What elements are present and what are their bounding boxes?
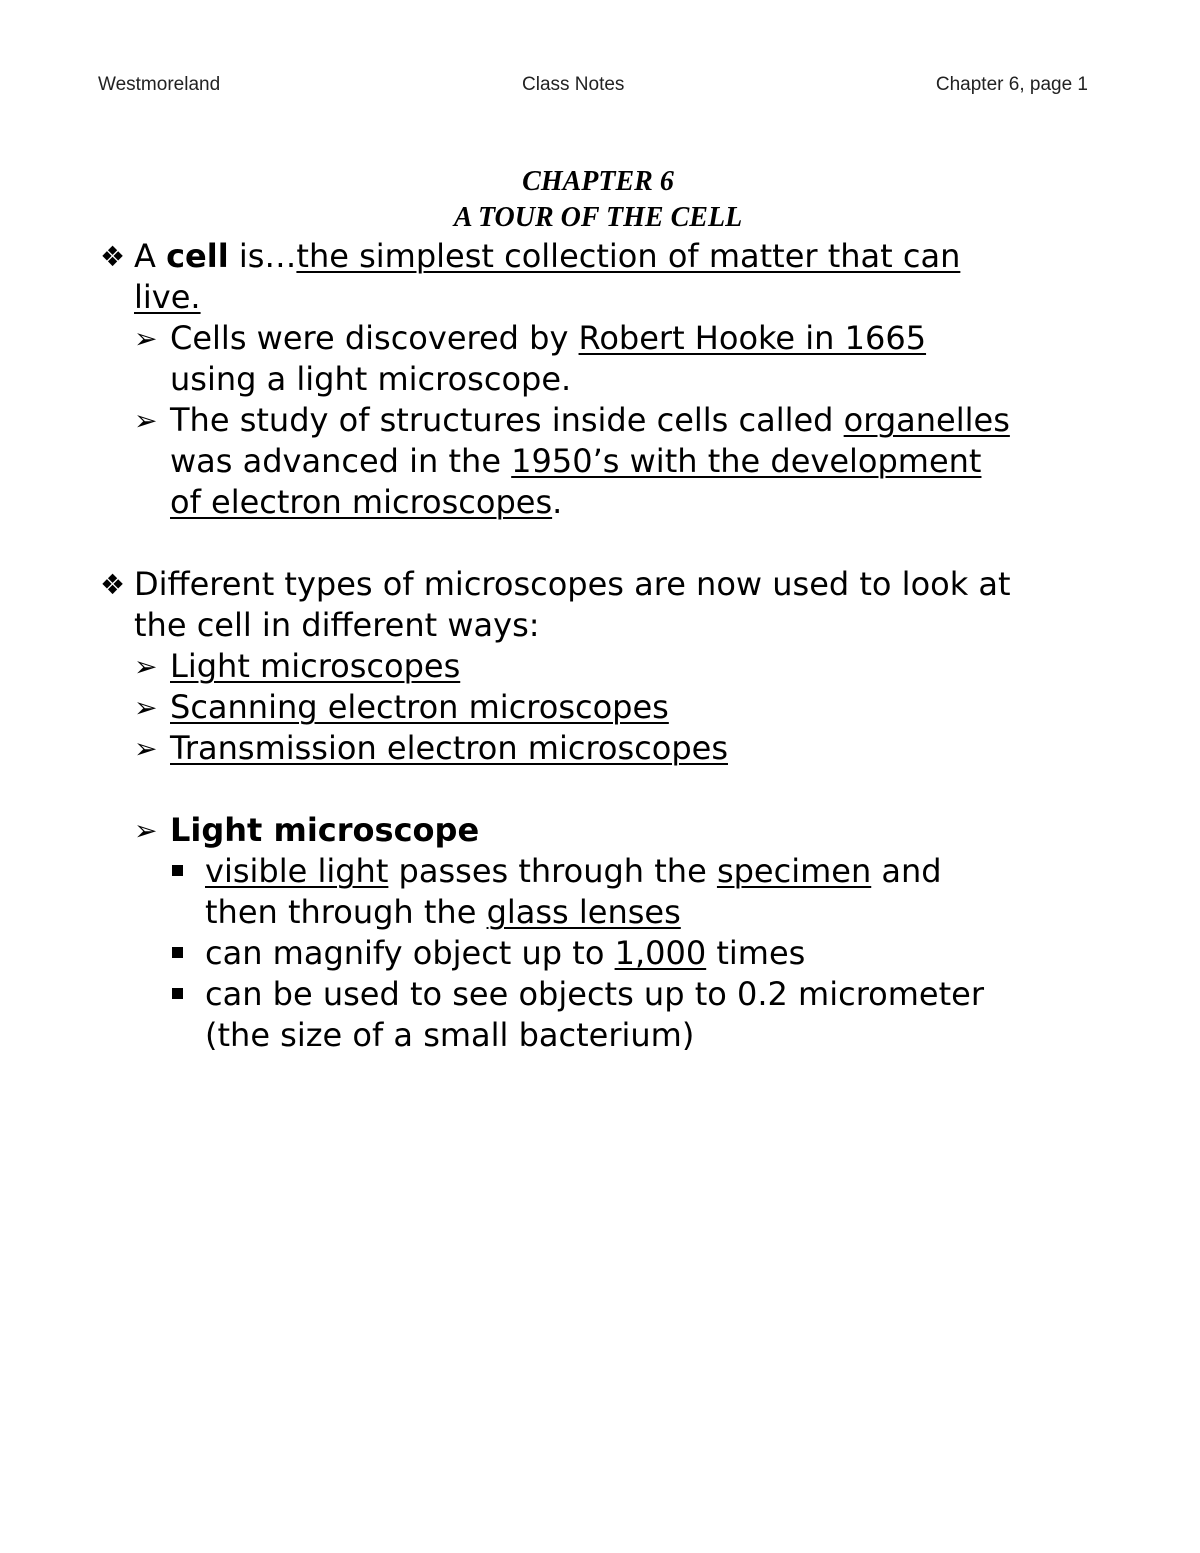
list-item: ➢ Light microscopes (134, 647, 461, 685)
small-square-icon (172, 988, 183, 999)
header-page-number: Chapter 6, page 1 (935, 74, 1088, 95)
four-diamond-icon: ❖ (100, 568, 126, 601)
definition-text: the simplest collection of matter that can (296, 237, 961, 275)
spacer (100, 523, 1110, 564)
list-item: can be used to see objects up to 0.2 micrometer (the size of a small bacterium) (100, 974, 1110, 1056)
chapter-subtitle: A TOUR OF THE CELL (453, 202, 743, 233)
arrowhead-icon: ➢ (134, 404, 158, 437)
header-author: Westmoreland (98, 74, 221, 95)
list-item: ❖ A cell is…the simplest collection of matter that can live. (100, 237, 961, 316)
list-item: ➢ Cells were discovered by Robert Hooke in 1665 using a light microscope. (134, 319, 927, 398)
list-item: ➢ The study of structures inside cells called organelles was advanced in the 1950’s with the development of electron microscopes. (134, 401, 1010, 521)
spacer (100, 769, 1110, 810)
list-item: can magnify object up to 1,000 times (100, 933, 1110, 974)
header-title: Class Notes (522, 74, 625, 95)
arrowhead-icon: ➢ (134, 650, 158, 683)
arrowhead-icon: ➢ (134, 732, 158, 765)
arrowhead-icon: ➢ (134, 322, 158, 355)
chapter-number: CHAPTER 6 (522, 166, 674, 197)
section-heading: Light microscope (170, 811, 480, 849)
page-header (98, 74, 1088, 100)
list-item: ❖ Different types of microscopes are now used to look at the cell in different ways: (100, 565, 1011, 644)
list-item: ➢ Transmission electron microscopes (134, 729, 728, 767)
small-square-icon (172, 865, 183, 876)
arrowhead-icon: ➢ (134, 814, 158, 847)
four-diamond-icon: ❖ (100, 240, 126, 273)
term-cell: cell (166, 237, 229, 275)
list-item (100, 810, 1110, 851)
chapter-title (0, 164, 1200, 236)
arrowhead-icon: ➢ (134, 691, 158, 724)
small-square-icon (172, 947, 183, 958)
list-item: ➢ Scanning electron microscopes (134, 688, 669, 726)
notes-body (100, 236, 1110, 1056)
list-item: visible light passes through the specimen and then through the glass lenses (100, 851, 1110, 933)
